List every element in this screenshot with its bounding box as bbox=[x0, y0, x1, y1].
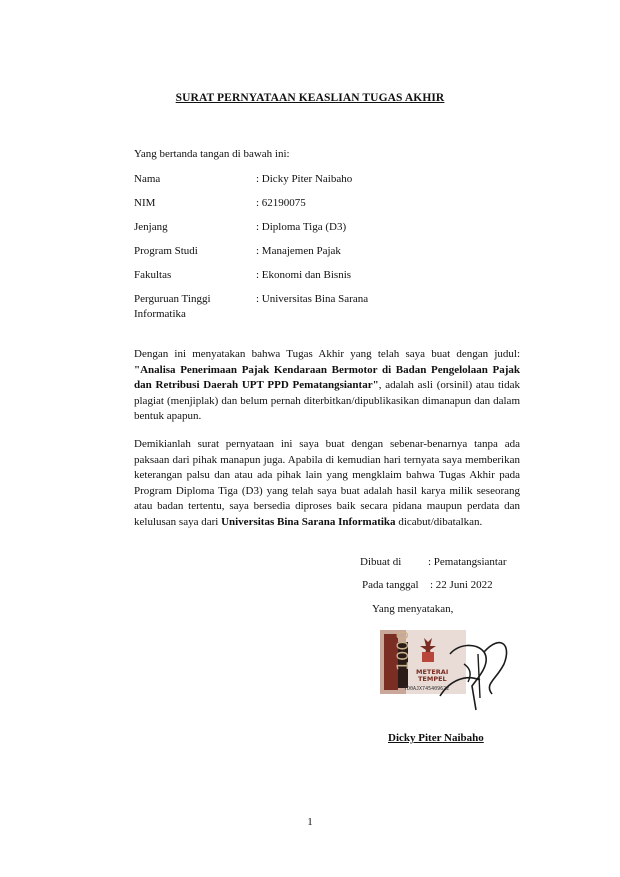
declaration-paragraph bbox=[134, 437, 520, 530]
field-value: : Universitas Bina Sarana bbox=[256, 293, 369, 305]
field-value: : Diploma Tiga (D3) bbox=[256, 221, 347, 233]
closing-text: Yang menyatakan, bbox=[372, 603, 454, 615]
field-value: : 62190075 bbox=[256, 197, 306, 209]
date-label: Pada tanggal bbox=[362, 579, 419, 591]
signer-name: Dicky Piter Naibaho bbox=[388, 732, 484, 744]
stamp-serial: 7D0AJX745409622 bbox=[404, 686, 450, 692]
thesis-title: "Analisa Penerimaan Pajak Kendaraan Bermotor di Badan Pengelolaan Pajak dan Retribusi Daerah UPT PPD Pematangsiantar" bbox=[134, 363, 520, 391]
field-label: Nama bbox=[134, 173, 161, 185]
place-label: Dibuat di bbox=[360, 556, 402, 568]
field-label: Program Studi bbox=[134, 245, 198, 257]
page-number: 1 bbox=[307, 816, 313, 828]
meterai-stamp-image bbox=[380, 624, 522, 718]
field-label: Perguruan Tinggi Informatika bbox=[134, 293, 211, 320]
university-name: Universitas Bina Sarana Informatika bbox=[221, 515, 396, 528]
place-value: : Pematangsiantar bbox=[428, 556, 507, 568]
statement-paragraph bbox=[134, 347, 520, 425]
declaration-end: dicabut/dibatalkan. bbox=[395, 515, 483, 528]
field-label: NIM bbox=[134, 197, 156, 209]
stamp-text-1: METERAI bbox=[416, 668, 449, 676]
field-value: : Dicky Piter Naibaho bbox=[256, 173, 353, 185]
document-title: SURAT PERNYATAAN KEASLIAN TUGAS AKHIR bbox=[175, 92, 445, 104]
field-label: Fakultas bbox=[134, 269, 172, 281]
statement-rest: , adalah asli (orsinil) atau tidak plagiat (menjiplak) dan belum pernah diterbitkan/dipublikasikan dimanapun dan dalam bentuk apapun. bbox=[134, 379, 520, 422]
intro-text: Yang bertanda tangan di bawah ini: bbox=[134, 148, 290, 160]
declaration-text: Demikianlah surat pernyataan ini saya buat dengan sebenar-benarnya tanpa ada paksaan dari pihak manapun juga. Apabila di kemudian hari ternyata saya memberikan keterangan palsu dan atau ada pihak lain yang mengklaim bahwa Tugas Akhir pada Program Diploma Tiga (D3) yang telah saya buat adalah hasil karya milik seseorang atau badan tertentu, saya bersedia diproses baik secara pidana maupun perdata dan kelulusan saya dari bbox=[134, 438, 520, 528]
stamp-text-2: TEMPEL bbox=[418, 675, 447, 683]
statement-lead: Dengan ini menyatakan bahwa Tugas Akhir yang telah saya buat dengan judul: bbox=[134, 348, 520, 360]
signature-stamp-area bbox=[380, 624, 522, 718]
field-label: Jenjang bbox=[134, 221, 168, 233]
field-value: : Ekonomi dan Bisnis bbox=[256, 269, 352, 281]
field-value: : Manajemen Pajak bbox=[256, 245, 341, 257]
date-value: : 22 Juni 2022 bbox=[430, 579, 493, 591]
svg-text:1000: 1000 bbox=[393, 630, 412, 671]
